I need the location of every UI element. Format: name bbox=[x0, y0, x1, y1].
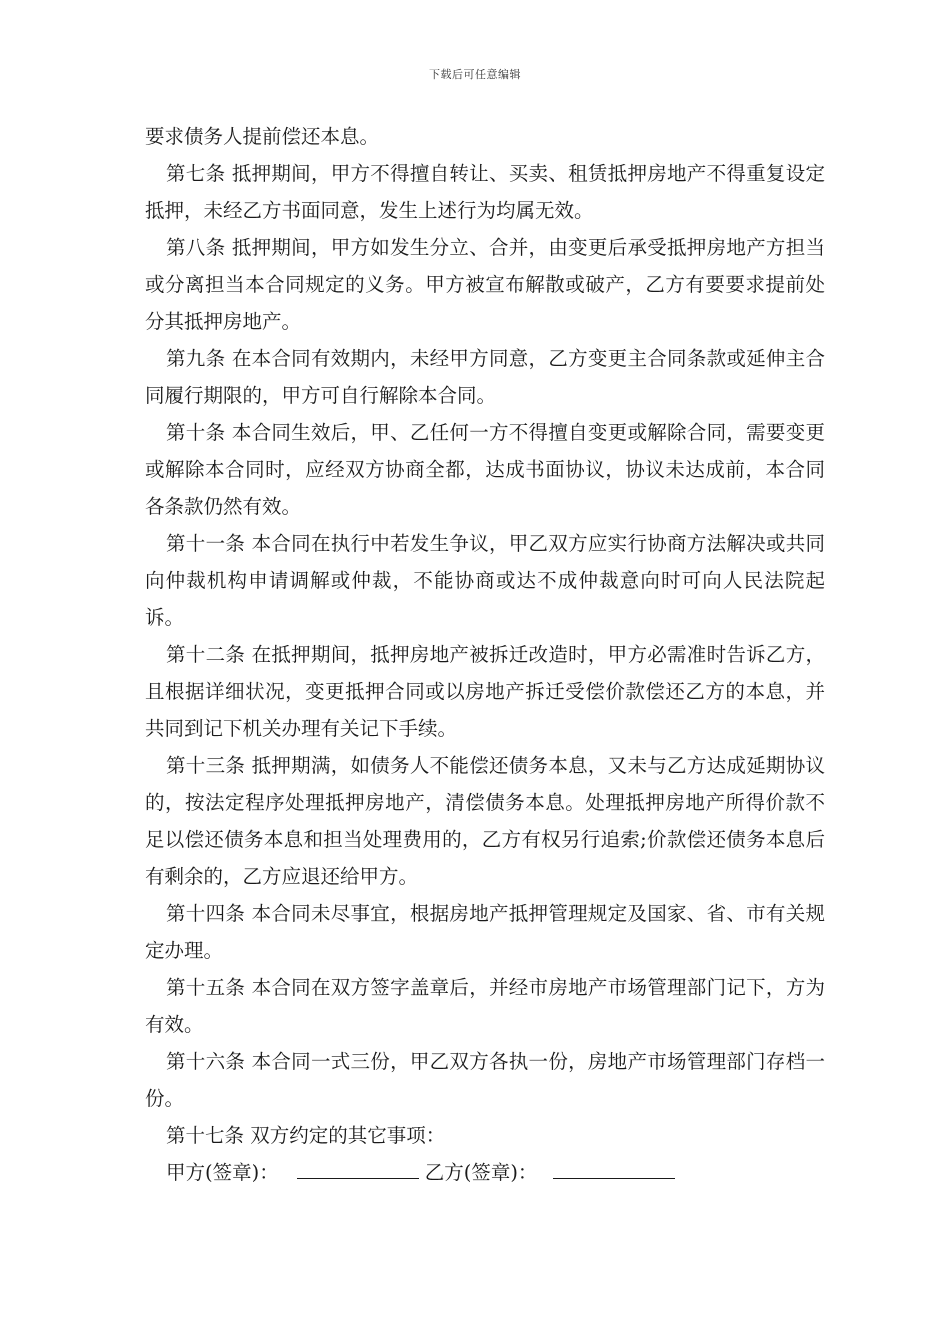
paragraph-article-10: 第十条 本合同生效后，甲、乙任何一方不得擅自变更或解除合同，需要变更或解除本合同时，应经双方协商全都，达成书面协议，协议未达成前，本合同各条款仍然有效。 bbox=[145, 421, 825, 518]
header-note: 下载后可任意编辑 bbox=[429, 68, 521, 81]
contract-body bbox=[145, 118, 825, 1191]
paragraph-article-13: 第十三条 抵押期满，如债务人不能偿还债务本息，又未与乙方达成延期协议的，按法定程序处理抵押房地产，清偿债务本息。处理抵押房地产所得价款不足以偿还债务本息和担当处理费用的，乙方有权另行追索;价款偿还债务本息后有剩余的，乙方应退还给甲方。 bbox=[145, 754, 825, 888]
signature-line bbox=[145, 1154, 825, 1191]
party-b-signature-blank bbox=[553, 1156, 675, 1179]
paragraph-article-17: 第十七条 双方约定的其它事项： bbox=[166, 1124, 446, 1147]
party-a-signature-label: 甲方(签章)： bbox=[166, 1161, 279, 1184]
paragraph-article-9: 第九条 在本合同有效期内，未经甲方同意，乙方变更主合同条款或延伸主合同履行期限的，甲方可自行解除本合同。 bbox=[145, 347, 825, 407]
paragraph-article-7: 第七条 抵押期间，甲方不得擅自转让、买卖、租赁抵押房地产不得重复设定抵押，未经乙方书面同意，发生上述行为均属无效。 bbox=[145, 162, 825, 222]
party-a-signature-blank bbox=[297, 1156, 419, 1179]
paragraph-article-11: 第十一条 本合同在执行中若发生争议，甲乙双方应实行协商方法解决或共同向仲裁机构申请调解或仲裁，不能协商或达不成仲裁意向时可向人民法院起诉。 bbox=[145, 532, 825, 629]
paragraph-article-16: 第十六条 本合同一式三份，甲乙双方各执一份，房地产市场管理部门存档一份。 bbox=[145, 1050, 825, 1110]
paragraph-article-12: 第十二条 在抵押期间，抵押房地产被拆迁改造时，甲方必需准时告诉乙方，且根据详细状况，变更抵押合同或以房地产拆迁受偿价款偿还乙方的本息，并共同到记下机关办理有关记下手续。 bbox=[145, 643, 825, 740]
paragraph-article-14: 第十四条 本合同未尽事宜，根据房地产抵押管理规定及国家、省、市有关规定办理。 bbox=[145, 902, 825, 962]
paragraph-article-8: 第八条 抵押期间，甲方如发生分立、合并，由变更后承受抵押房地产方担当或分离担当本合同规定的义务。甲方被宣布解散或破产，乙方有要要求提前处分其抵押房地产。 bbox=[145, 236, 825, 333]
paragraph-article-15: 第十五条 本合同在双方签字盖章后，并经市房地产市场管理部门记下，方为有效。 bbox=[145, 976, 825, 1036]
paragraph-continuation: 要求债务人提前偿还本息。 bbox=[145, 125, 380, 148]
party-b-signature-label: 乙方(签章)： bbox=[424, 1161, 538, 1184]
